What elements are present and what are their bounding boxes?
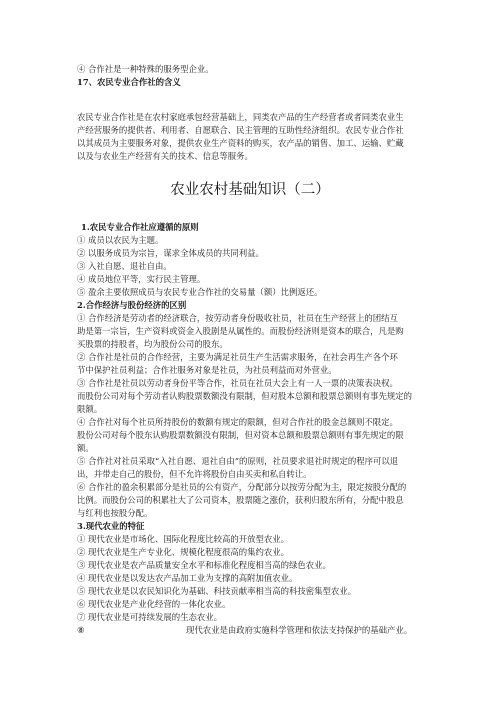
paragraph-line: 股份公司对每个股东认购股票数额没有限制，但对资本总额和股票总额则有事先规定的限 [77,430,404,440]
list-item: ② 现代农业是生产专业化、规模化程度很高的集约农业。 [77,547,290,557]
paragraph-line: 以及与农业生产经营有关的技术、信息等服务。 [77,151,253,161]
paragraph-line: ③ 合作社是社员以劳动者身份平等合作，社员在社员大会上有一人一票的决策表决权。 [77,378,398,388]
list-item: ① 现代农业是市场化、国际化程度比较高的开放型农业。 [77,534,290,544]
paragraph-line: ⑤ 合作社对社员采取“入社自愿、退社自由”的原则，社员要求退社时规定的程序可以退 [77,456,399,466]
list-item: ⑦ 现代农业是可持续发展的生态农业。 [77,612,223,622]
paragraph-line: ④ 合作社对每个社员所持股份的数额有规定的限额，但对合作社的股金总额则不限定。 [77,417,398,427]
section-heading: 2.合作经济与股份经济的区别 [77,300,187,310]
paragraph-line: 农民专业合作社是在农村家庭承包经营基础上，同类农产品的生产经营者或者同类农业生 [77,112,404,122]
list-item: 现代农业是由政府实施科学管理和依法支持保护的基础产业。 [186,625,413,635]
paragraph-line: 比例。而股份公司的积累社大了公司资本，股票随之涨价，获利归股东所有，分配中股息 [77,495,404,505]
paragraph-line: ② 合作社是社员的合作经营，主要为满足社员生产生活需求服务，在社会再生产各个环 [77,352,398,362]
list-item-number: ⑧ [77,625,85,635]
list-item: ④ 现代农业是以发达农产品加工业为支撑的高附加值农业。 [77,573,298,583]
list-item: ④ 成员地位平等，实行民主管理。 [77,274,206,284]
paragraph-line: 以其成员为主要服务对象，提供农业生产资料的购买，农产品的销售、加工、运输、贮藏 [77,138,404,148]
paragraph-line: 节中保护社员利益；合作社服务对象是社员，为社员利益而对外营业。 [77,365,337,375]
paragraph-line: ① 合作经济是劳动者的经济联合，按劳动者身份吸收社员，社员在生产经营上的团结互 [77,313,398,323]
paragraph-line: 出，并带走自己的股份，但不允许将股份自由买卖和私自转让。 [77,469,312,479]
section-heading: 1.农民专业合作社应遵循的原则 [81,222,199,232]
list-item: ⑥ 现代农业是产业化经营的一体化农业。 [77,599,231,609]
section-heading: 3.现代农业的特征 [77,521,145,531]
paragraph-line: ⑥ 合作社的盈余积累部分是社员的公有资产，分配部分以按劳分配为主，限定按股分配的 [77,482,407,492]
list-item: ③ 现代农业是农产品质量安全水平和标准化程度相当高的绿色农业。 [77,560,331,570]
paragraph-line: 额。 [77,443,94,453]
list-item: ⑤ 盈余主要依照成员与农民专业合作社的交易量（额）比例返还。 [77,287,323,297]
paragraph-line: 产经营服务的提供者、利用者、自愿联合、民主管理的互助性经济组织。农民专业合作社 [77,125,404,135]
paragraph-line: 而股份公司对每个劳动者认购股票数额没有限制，但对股本总额和股票总额则有事先规定的 [77,391,412,401]
page-title: 农业农村基础知识（二） [170,182,330,198]
list-item: ① 成员以农民为主题。 [77,235,164,245]
list-item: ③ 入社自愿、退社自由。 [77,261,172,271]
list-item: ② 以服务成员为宗旨，谋求全体成员的共同利益。 [77,248,264,258]
paragraph-line: 与红利也按股分配。 [77,508,153,518]
paragraph-line: 限额。 [77,404,103,414]
paragraph-line: 买股票的持股者，均为股份公司的股东。 [77,339,228,349]
list-item: ⑤ 现代农业是以农民知识化为基础、科技贡献率相当高的科技密集型农业。 [77,586,357,596]
list-item: ④ 合作社是一种特殊的服务型企业。 [77,64,214,74]
paragraph-line: 助是第一宗旨，生产资料或资金入股剧是从属性的。而股份经济则是资本的联合，凡是购 [77,326,404,336]
section-heading: 17、农民专业合作社的含义 [77,77,181,87]
